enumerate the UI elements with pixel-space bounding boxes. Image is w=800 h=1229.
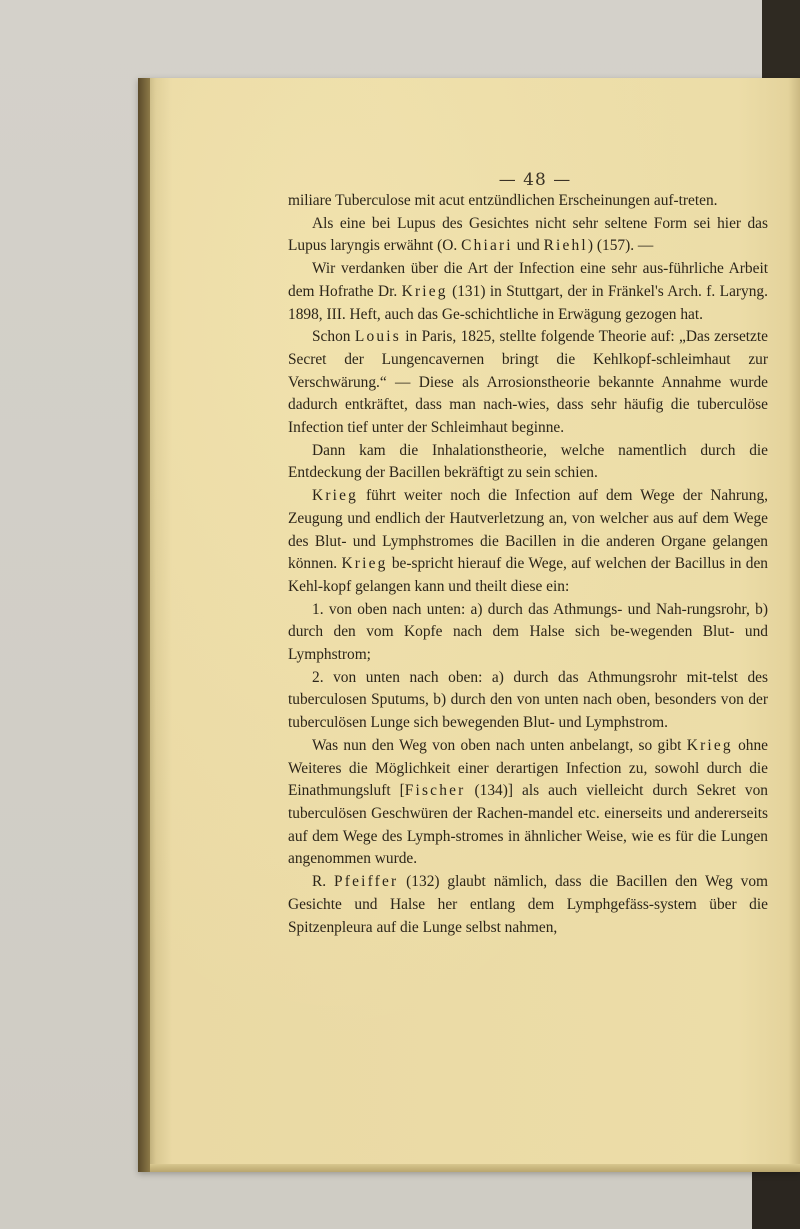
author-name: Krieg bbox=[686, 736, 733, 754]
text-run: ) (157). — bbox=[587, 237, 654, 255]
text-run: miliare Tuberculose mit acut entzündlichen Erscheinungen auf-treten. bbox=[288, 192, 718, 209]
paragraph bbox=[288, 735, 768, 871]
author-name: Riehl bbox=[543, 237, 588, 255]
paragraph bbox=[288, 485, 768, 599]
text-run: (134)] als auch vielleicht durch Sekret von tuberculösen Geschwüren der Rachen-mandel etc. einerseits und andererseits auf dem Wege des Lymph-stromes in ähnlicher Weise, wie es für die Lungen angenommen wurde. bbox=[288, 782, 768, 868]
text-run: Schon bbox=[312, 328, 355, 346]
paragraph bbox=[288, 440, 768, 485]
paragraph bbox=[288, 213, 768, 258]
author-name: Louis bbox=[354, 328, 401, 346]
paragraph bbox=[288, 871, 768, 939]
paragraph bbox=[288, 190, 768, 213]
paragraph bbox=[288, 667, 768, 735]
author-name: Krieg bbox=[341, 555, 388, 573]
paragraph bbox=[288, 599, 768, 667]
scan-dark-strip-bottom bbox=[752, 1168, 800, 1229]
author-name: Krieg bbox=[312, 487, 359, 505]
text-run: Was nun den Weg von oben nach unten anbelangt, so gibt bbox=[312, 736, 687, 754]
paragraph bbox=[288, 326, 768, 440]
text-run: R. bbox=[312, 873, 334, 891]
text-run: be-spricht hierauf die Wege, auf welchen der Bacillus in den Kehl-kopf gelangen kann und theilt diese ein: bbox=[288, 555, 768, 595]
author-name: Fischer bbox=[404, 782, 466, 800]
body-text bbox=[288, 190, 768, 939]
text-run: ohne Weiteres die Möglichkeit einer derartigen Infection zu, sowohl durch die Einathmungsluft [ bbox=[288, 736, 769, 800]
text-run: (131) in Stuttgart, der in Fränkel's Arch. f. Laryng. 1898, III. Heft, auch das Ge-schichtliche in Erwägung gezogen hat. bbox=[288, 282, 768, 323]
scan-dark-strip-top bbox=[762, 0, 800, 86]
text-run: führt weiter noch die Infection auf dem Wege der Nahrung, Zeugung und endlich der Hautverletzung an, von welcher aus auf dem Wege des Blut- und Lymphstromes die Bacillen in die anderen Organe gelangen können. bbox=[288, 487, 768, 573]
page-binding-edge bbox=[138, 78, 150, 1172]
page-bottom-edge bbox=[150, 1164, 800, 1172]
text-run: Als eine bei Lupus des Gesichtes nicht sehr seltene Form sei hier das Lupus laryngis erwähnt (O. bbox=[288, 214, 768, 255]
author-name: Pfeiffer bbox=[333, 873, 399, 891]
text-run: 1. von oben nach unten: a) durch das Athmungs- und Nah-rungsrohr, b) durch den vom Kopfe nach dem Halse sich be-wegenden Blut- und Lymphstrom; bbox=[288, 600, 768, 664]
text-run: Wir verdanken über die Art der Infection eine sehr aus-führliche Arbeit dem Hofrathe Dr. bbox=[288, 260, 768, 300]
text-run: in Paris, 1825, stellte folgende Theorie auf: „Das zersetzte Secret der Lungencavernen bringt die Kehlkopf-schleimhaut zur Verschwärung.“ — Diese als Arrosionstheorie bekannte Annahme wurde dadurch entkräftet, dass man nach-wies, dass sehr häufig die tuberculöse Infection tief unter der Schleimhaut beginne. bbox=[288, 328, 768, 437]
author-name: Krieg bbox=[401, 282, 448, 300]
text-run: Dann kam die Inhalationstheorie, welche namentlich durch die Entdeckung der Bacillen bekräftigt zu sein schien. bbox=[288, 441, 768, 482]
text-run: und bbox=[512, 237, 544, 255]
text-run: (132) glaubt nämlich, dass die Bacillen den Weg vom Gesichte und Halse her entlang dem Lymphgefäss-system über die Spitzenpleura auf die Lunge selbst nahmen, bbox=[288, 873, 768, 936]
paragraph bbox=[288, 258, 768, 326]
author-name: Chiari bbox=[461, 237, 513, 255]
text-run: 2. von unten nach oben: a) durch das Athmungsrohr mit-telst des tuberculosen Sputums, b) durch den von unten nach oben, besonders von der tuberculösen Lunge sich bewegenden Blut- und Lymphstrom. bbox=[288, 668, 768, 732]
page-number: — 48 — bbox=[498, 170, 572, 190]
